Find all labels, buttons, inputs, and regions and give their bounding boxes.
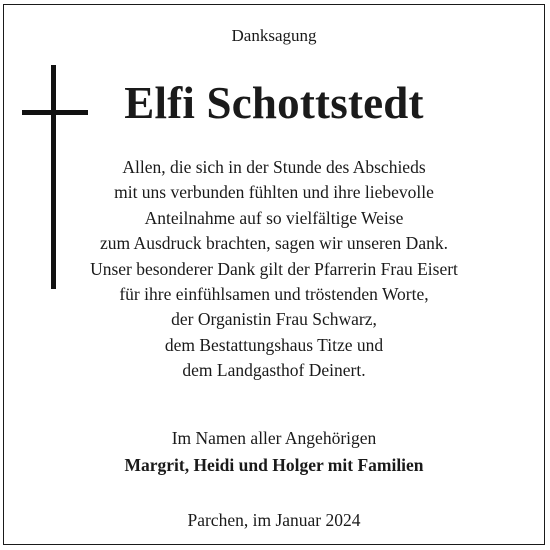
obituary-notice: [3, 4, 545, 545]
thanks-line: Unser besonderer Dank gilt der Pfarrerin Frau Eisert: [90, 258, 458, 279]
thanks-line: dem Landgasthof Deinert.: [182, 360, 366, 381]
family-signature: Margrit, Heidi und Holger mit Familien: [124, 455, 424, 475]
deceased-name: Elfi Schottstedt: [124, 78, 424, 128]
thanks-line: Anteilnahme auf so vielfältige Weise: [144, 207, 404, 228]
thanks-line: zum Ausdruck brachten, sagen wir unseren Dank.: [100, 233, 448, 254]
thanks-line: der Organistin Frau Schwarz,: [171, 309, 377, 330]
thanks-line: Allen, die sich in der Stunde des Abschieds: [122, 157, 426, 177]
thanks-line: für ihre einfühlsamen und tröstenden Worte,: [119, 284, 429, 305]
thanks-line: dem Bestattungshaus Titze und: [164, 334, 384, 355]
place-date: Parchen, im Januar 2024: [187, 510, 361, 530]
thanks-line: mit uns verbunden fühlten und ihre liebevolle: [114, 182, 434, 203]
notice-heading: Danksagung: [231, 26, 317, 45]
thanks-text: [4, 155, 544, 384]
behalf-line: Im Namen aller Angehörigen: [171, 428, 377, 448]
